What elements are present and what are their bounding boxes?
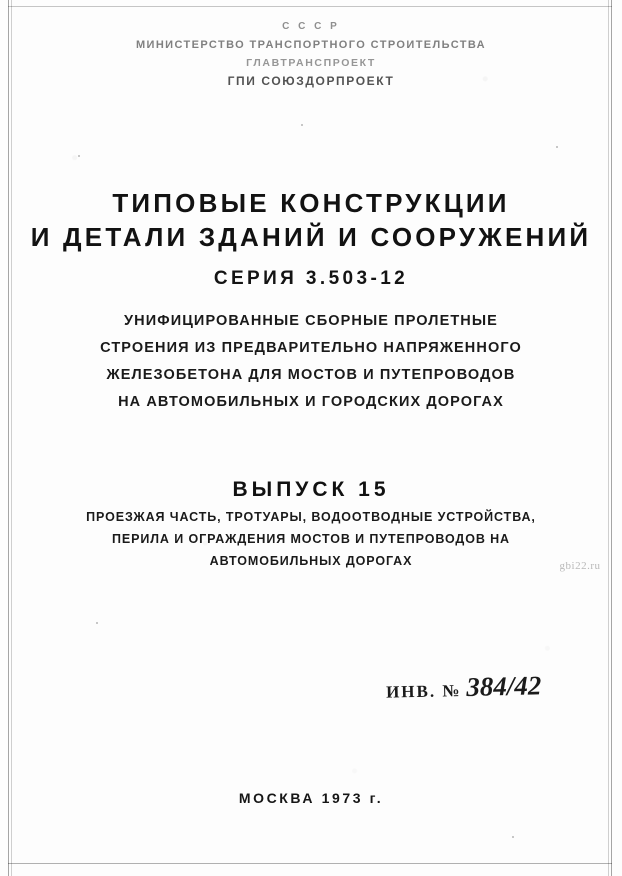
series-number: СЕРИЯ 3.503-12	[213, 268, 409, 289]
document-title-block	[0, 186, 622, 290]
header-department: ГЛАВТРАНСПРОЕКТ	[246, 57, 376, 69]
issue-description-line-1: ПРОЕЗЖАЯ ЧАСТЬ, ТРОТУАРЫ, ВОДООТВОДНЫЕ УСТРОЙСТВА,	[86, 510, 536, 524]
page-title-line-1: ТИПОВЫЕ КОНСТРУКЦИИ	[112, 188, 510, 218]
subtitle-line-2: СТРОЕНИЯ ИЗ ПРЕДВАРИТЕЛЬНО НАПРЯЖЕННОГО	[100, 340, 522, 356]
document-subtitle	[0, 308, 622, 416]
watermark: gbi22.ru	[559, 560, 601, 572]
publication-place-year: МОСКВА 1973 г.	[238, 790, 384, 806]
inventory-number	[386, 670, 542, 704]
page-title-line-2: И ДЕТАЛИ ЗДАНИЙ И СООРУЖЕНИЙ	[30, 222, 592, 252]
header-country: С С С Р	[282, 21, 340, 32]
subtitle-line-1: УНИФИЦИРОВАННЫЕ СБОРНЫЕ ПРОЛЕТНЫЕ	[124, 313, 498, 329]
inventory-number-label: ИНВ. №	[385, 681, 462, 702]
issue-description-line-3: АВТОМОБИЛЬНЫХ ДОРОГАХ	[209, 554, 413, 568]
subtitle-line-4: НА АВТОМОБИЛЬНЫХ И ГОРОДСКИХ ДОРОГАХ	[118, 394, 504, 410]
header-ministry: МИНИСТЕРСТВО ТРАНСПОРТНОГО СТРОИТЕЛЬСТВА	[135, 39, 487, 51]
subtitle-line-3: ЖЕЛЕЗОБЕТОНА ДЛЯ МОСТОВ И ПУТЕПРОВОДОВ	[106, 367, 516, 383]
document-header	[0, 18, 622, 90]
issue-description-line-2: ПЕРИЛА И ОГРАЖДЕНИЯ МОСТОВ И ПУТЕПРОВОДОВ НА	[112, 532, 510, 546]
header-institute: ГПИ СОЮЗДОРПРОЕКТ	[227, 74, 395, 88]
issue-label: ВЫПУСК 15	[232, 478, 390, 501]
issue-description	[0, 506, 622, 572]
inventory-number-value: 384/42	[466, 670, 542, 702]
